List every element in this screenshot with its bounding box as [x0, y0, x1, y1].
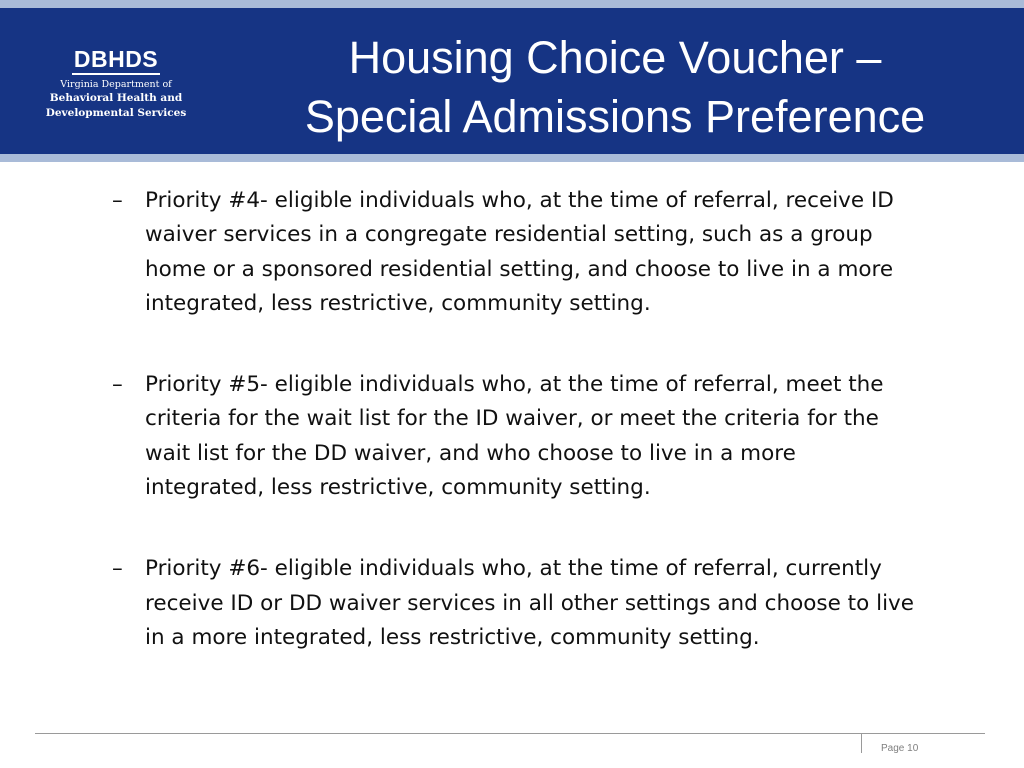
page-number: Page 10	[881, 743, 919, 754]
dbhds-logo	[36, 46, 196, 121]
footer-divider	[35, 733, 985, 734]
item-line: Priority #4- eligible individuals who, at the time of referral, receive ID	[145, 188, 894, 213]
item-line: in a more integrated, less restrictive, community setting.	[145, 624, 760, 650]
header-band	[0, 8, 1024, 154]
slide-body	[112, 184, 992, 702]
item-line: Priority #6- eligible individuals who, at the time of referral, currently	[145, 556, 882, 582]
item-line: criteria for the wait list for the ID waiver, or meet the criteria for the	[145, 406, 879, 432]
dash-bullet: –	[112, 556, 123, 582]
item-line: integrated, less restrictive, community setting.	[145, 475, 651, 501]
item-line: waiver services in a congregate residential setting, such as a group	[145, 222, 873, 248]
title-line-1: Housing Choice Voucher –	[348, 32, 882, 83]
dash-bullet: –	[112, 188, 123, 213]
priority-item	[112, 368, 992, 505]
item-line: home or a sponsored residential setting, and choose to live in a more	[145, 256, 894, 282]
logo-line-1: Virginia Department of	[60, 79, 172, 90]
priority-item	[112, 184, 992, 321]
logo-name: DBHDS	[72, 46, 160, 75]
slide-header	[0, 0, 1024, 162]
item-line: Priority #5- eligible individuals who, at the time of referral, meet the	[145, 372, 884, 398]
dash-bullet: –	[112, 372, 123, 398]
title-line-2: Special Admissions Preference	[304, 91, 926, 142]
item-line: wait list for the DD waiver, and who choose to live in a more	[145, 440, 796, 466]
footer-tick	[861, 734, 862, 753]
slide-title	[220, 28, 1010, 146]
logo-line-2: Behavioral Health and	[49, 92, 183, 104]
item-line: integrated, less restrictive, community setting.	[145, 290, 651, 316]
logo-line-3: Developmental Services	[45, 107, 187, 119]
item-line: receive ID or DD waiver services in all other settings and choose to live	[145, 590, 915, 616]
priority-item	[112, 552, 992, 655]
